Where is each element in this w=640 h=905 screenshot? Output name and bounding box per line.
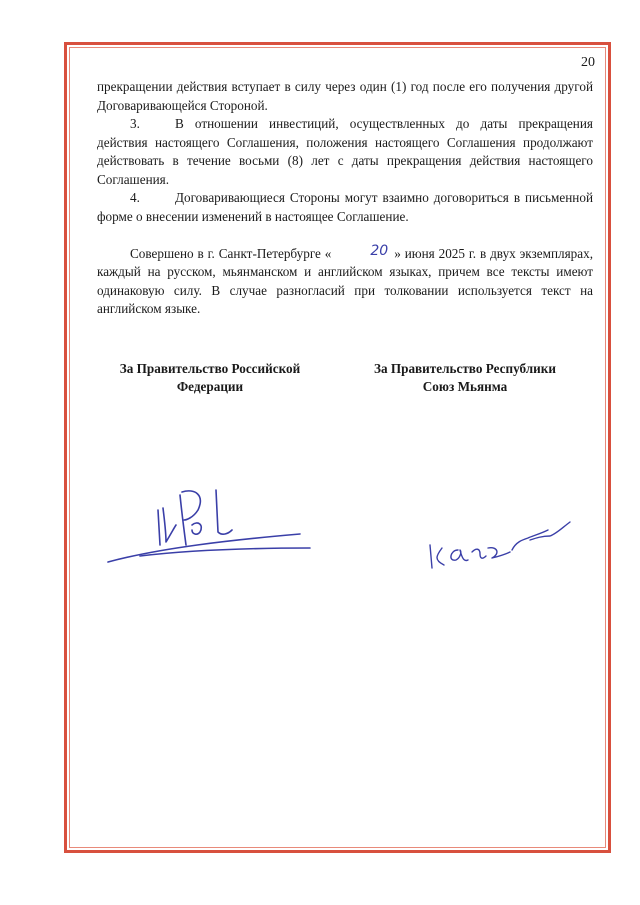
item-number: 3. — [130, 116, 140, 131]
signatory-myanmar-line1: За Правительство Республики — [374, 361, 556, 376]
paragraph-continuation: прекращении действия вступает в силу через один (1) год после его получения другой Договаривающейся Стороной. — [97, 79, 593, 113]
signatory-russia-line1: За Правительство Российской — [119, 361, 301, 376]
item-number: 4. — [130, 190, 140, 205]
done-at-prefix: Совершено в г. Санкт-Петербурге « — [130, 245, 332, 261]
signatory-myanmar-line2: Союз Мьянма — [422, 379, 508, 394]
document-body — [97, 78, 593, 319]
handwritten-day: 20 — [370, 242, 389, 259]
paragraph-item-3 — [97, 115, 593, 189]
signature-myanmar — [420, 510, 580, 580]
item-text: Договаривающиеся Стороны могут взаимно договориться в письменной форме о внесении изменений в настоящее Соглашение. — [97, 190, 593, 224]
paragraph-done-at — [97, 242, 593, 319]
signatory-myanmar — [345, 360, 585, 396]
paragraph-item-4 — [97, 189, 593, 226]
item-text: В отношении инвестиций, осуществленных до даты прекращения действия настоящего Соглашения, положения настоящего Соглашения продолжают действовать в течение восьми (8) лет с даты прекращения действия настоящего Соглашения. — [97, 116, 593, 187]
done-at-suffix: » июня 2025 г. в двух экземплярах, каждый на русском, мьянманском и английском языках, причем все тексты имеют одинаковую силу. В случае разногласий при толковании используется текст на английском языке. — [97, 245, 593, 316]
page-number: 20 — [581, 55, 595, 70]
signature-russia — [100, 470, 320, 580]
signatory-russia-line2: Федерации — [176, 379, 244, 394]
signatory-russia — [90, 360, 330, 396]
